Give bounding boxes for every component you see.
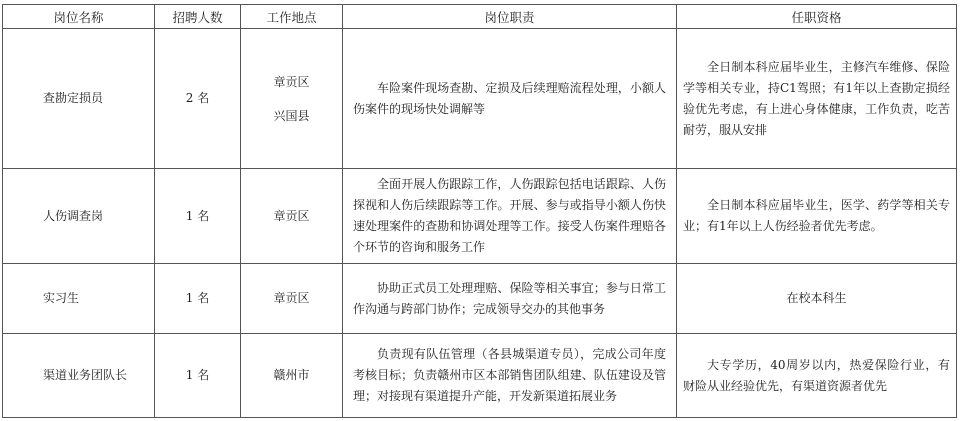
qualifications-cell: 全日制本科应届毕业生，主修汽车维修、保险学等相关专业，持C1驾照；有1年以上查勘定损经验优先考虑，有上进心身体健康，工作负责，吃苦耐劳，服从安排 <box>677 29 957 169</box>
table-row <box>3 29 957 169</box>
hire-count: 1 名 <box>155 334 241 418</box>
work-location <box>241 264 343 334</box>
header-qualifications: 任职资格 <box>677 5 957 29</box>
job-table <box>2 4 957 418</box>
location-item: 章贡区 <box>273 291 310 305</box>
hire-count: 1 名 <box>155 169 241 264</box>
position-name: 渠道业务团队长 <box>3 334 155 418</box>
duties-cell: 全面开展人伤跟踪工作，人伤跟踪包括电话跟踪、人伤探视和人伤后续跟踪等工作。开展、参与或指导小额人伤快速处理案件的查勘和协调处理等工作。接受人伤案件理赔各个环节的咨询和服务工作 <box>343 169 677 264</box>
duties-cell: 负责现有队伍管理（各县城渠道专员），完成公司年度考核目标；负责赣州市区本部销售团队组建、队伍建设及管理；对接现有渠道提升产能，开发新渠道拓展业务 <box>343 334 677 418</box>
position-name: 人伤调查岗 <box>3 169 155 264</box>
duties-cell: 协助正式员工处理理赔、保险等相关事宜；参与日常工作沟通与跨部门协作；完成领导交办的其他事务 <box>343 264 677 334</box>
location-item: 章贡区 <box>273 74 310 89</box>
header-position: 岗位名称 <box>3 5 155 29</box>
table-row <box>3 334 957 418</box>
table-row <box>3 264 957 334</box>
hire-count: 2 名 <box>155 29 241 169</box>
qualifications-cell: 大专学历，40周岁以内，热爱保险行业，有财险从业经验优先，有渠道资源者优先 <box>677 334 957 418</box>
location-item: 兴国县 <box>273 108 310 123</box>
header-count: 招聘人数 <box>155 5 241 29</box>
header-location: 工作地点 <box>241 5 343 29</box>
work-location <box>241 29 343 169</box>
duties-cell: 车险案件现场查勘、定损及后续理赔流程处理，小额人伤案件的现场快处调解等 <box>343 29 677 169</box>
work-location <box>241 334 343 418</box>
position-name: 实习生 <box>3 264 155 334</box>
table-row <box>3 169 957 264</box>
location-item: 赣州市 <box>273 368 310 382</box>
qualifications-cell: 全日制本科应届毕业生，医学、药学等相关专业；有1年以上人伤经验者优先考虑。 <box>677 169 957 264</box>
position-name: 查勘定损员 <box>3 29 155 169</box>
location-item: 章贡区 <box>273 208 310 223</box>
header-row <box>3 5 957 29</box>
hire-count: 1 名 <box>155 264 241 334</box>
work-location <box>241 169 343 264</box>
qualifications-cell: 在校本科生 <box>677 264 957 334</box>
header-duties: 岗位职责 <box>343 5 677 29</box>
